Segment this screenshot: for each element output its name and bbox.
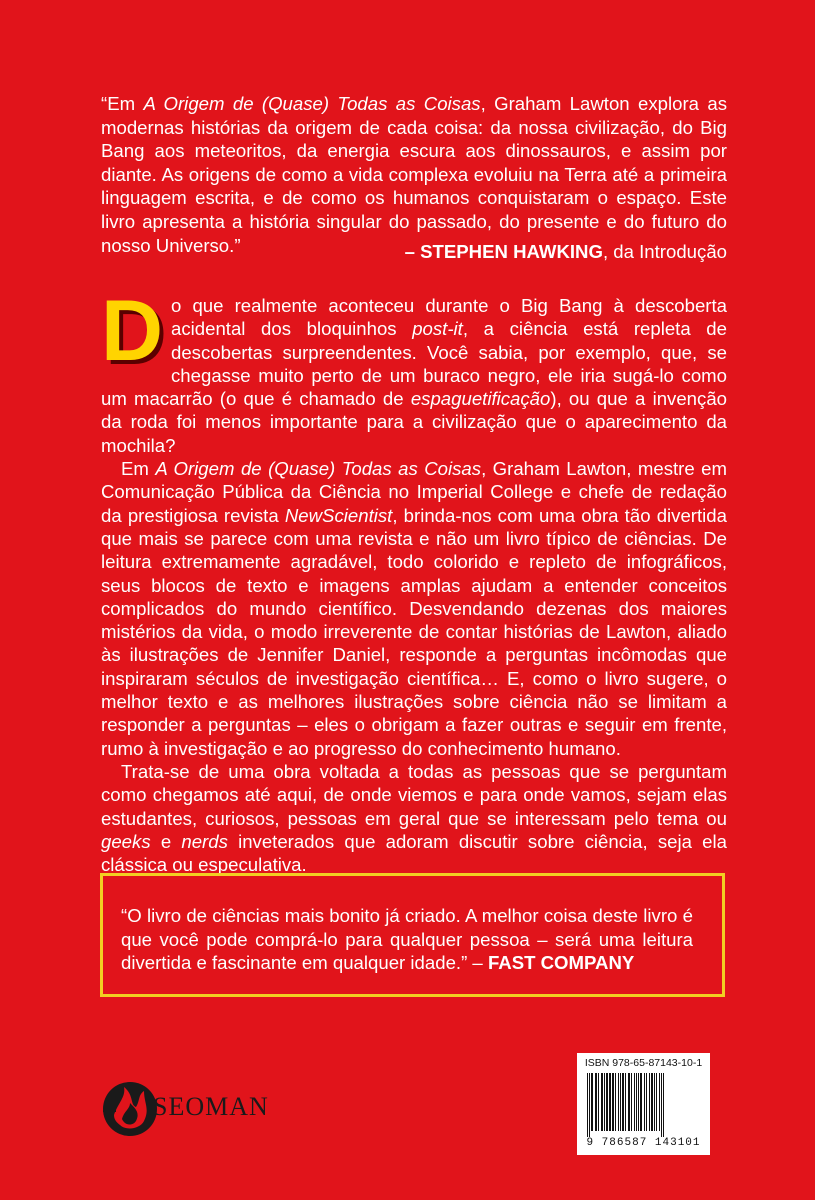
quote-book-title: A Origem de (Quase) Todas as Coisas (143, 93, 481, 114)
isbn-barcode (577, 1053, 710, 1155)
attribution-dash: – (404, 241, 421, 262)
barcode-bar (649, 1073, 650, 1131)
barcode-bar (612, 1073, 614, 1131)
publisher-name: SEOMAN (153, 1092, 269, 1121)
barcode-bar (651, 1073, 653, 1131)
synopsis-paragraph-2 (101, 457, 727, 760)
barcode-bar (622, 1073, 624, 1131)
barcode-bar (644, 1073, 645, 1131)
p3-italic-a: geeks (101, 830, 151, 852)
p3-italic-b: nerds (181, 830, 228, 852)
p3-text-b: e (150, 830, 182, 852)
p1-text-b: , a ciência está repleta de descobertas surpreendentes. Você sabia, por exemplo, que, se chegasse muito perto de um buraco negro, ele iria sugá-lo como um macarrão (o que é chamado de (101, 318, 727, 410)
barcode-bar (638, 1073, 639, 1131)
p1-italic-a: post-it (412, 318, 463, 340)
barcode-bar (604, 1073, 605, 1131)
barcode-bar (620, 1073, 621, 1131)
barcode-bar (659, 1073, 660, 1131)
barcode-bars (585, 1073, 702, 1137)
quote-text: , Graham Lawton explora as modernas histórias da origem de cada coisa: da nossa civilização, do Big Bang aos meteoritos, da energia escura aos dinossauros, e assim por diante. As origens de como a vida complexa evoluiu na Terra até a primeira linguagem escrita, e de como os humanos conquistaram o espaço. Este livro apresenta a história singular do passado, do presente e do futuro do nosso Universo.” (101, 93, 727, 256)
p2-text-b: , Graham Lawton, mestre em Comunicação Pública da Ciência no Imperial College e chefe de redação da prestigiosa revista (101, 458, 727, 526)
barcode-bar (589, 1073, 590, 1137)
barcode-bar (595, 1073, 597, 1131)
barcode-bar (634, 1073, 635, 1131)
barcode-bar (654, 1073, 655, 1131)
hawking-quote (101, 92, 727, 257)
p1-italic-b: espaguetificação (410, 388, 551, 410)
p2-text-c: , brinda-nos com uma obra tão divertida que mais se parece com uma revista e não um livro típico de ciências. De leitura extremamente agradável, todo colorido e repleto de infográficos, seus blocos de texto e imagens amplas ajudam a entender conceitos complicados do mundo científico. Desvendando dezenas dos maiores mistérios da vida, o modo irreverente de contar histórias de Lawton, aliado às ilustrações de Jennifer Daniel, responde a perguntas incômodas que inspiraram séculos de investigação científica… E, como o livro sugere, o melhor texto e as melhores ilustrações sobre ciência não se limitam a responder a perguntas – eles o obrigam a fazer outras e seguir em frente, rumo à investigação e ao progresso do conhecimento humano. (101, 504, 727, 759)
hawking-attribution (101, 240, 727, 264)
review-text: “O livro de ciências mais bonito já criado. A melhor coisa deste livro é que você pode comprá-lo para qualquer pessoa – será uma leitura divertida e fascinante em qualquer idade.” – (121, 905, 693, 974)
p2-text-a: Em (121, 458, 156, 480)
barcode-bar (618, 1073, 619, 1131)
publisher-logo (100, 1075, 300, 1155)
barcode-bar (598, 1073, 599, 1131)
barcode-bar (628, 1073, 630, 1131)
attribution-name: STEPHEN HAWKING (420, 241, 603, 262)
synopsis-paragraph-1 (101, 283, 727, 457)
p2-italic-b: NewScientist (284, 504, 393, 526)
review-source: FAST COMPANY (487, 952, 635, 974)
synopsis-paragraph-3 (101, 760, 727, 876)
barcode-bar (606, 1073, 608, 1131)
p2-italic-a: A Origem de (Quase) Todas as Coisas (155, 458, 482, 480)
barcode-bar (615, 1073, 616, 1131)
isbn-label: ISBN 978-65-87143-10-1 (584, 1057, 703, 1069)
barcode-bar (631, 1073, 632, 1131)
barcode-bar (601, 1073, 603, 1131)
p3-text-a: Trata-se de uma obra voltada a todas as pessoas que se perguntam como chegamos até aqui, de onde viemos e para onde vamos, sejam elas estudantes, curiosos, pessoas em geral que se interessam pelo tema ou (101, 760, 727, 829)
dropcap-letter: D (101, 283, 164, 379)
barcode-bar (640, 1073, 642, 1131)
barcode-bar (609, 1073, 611, 1131)
barcode-bar (591, 1073, 593, 1131)
barcode-bar (661, 1073, 662, 1137)
barcode-bar (663, 1073, 664, 1137)
barcode-bar (587, 1073, 588, 1137)
p1-text-a: o que realmente aconteceu durante o Big Bang à descoberta acidental dos bloquinhos (171, 295, 727, 340)
quote-open: “Em (101, 93, 144, 114)
p1-text-c: ), ou que a invenção da roda foi menos importante para a civilização que o aparecimento da mochila? (101, 388, 727, 456)
barcode-digits: 9 786587 143101 (586, 1137, 701, 1149)
attribution-source: , da Introdução (602, 241, 727, 262)
barcode-bar (636, 1073, 637, 1131)
fast-company-quote (121, 904, 693, 975)
p3-text-c: inveterados que adoram discutir sobre ciência, seja ela clássica ou especulativa. (101, 830, 727, 876)
barcode-bar (625, 1073, 626, 1131)
barcode-bar (646, 1073, 647, 1131)
barcode-bar (656, 1073, 657, 1131)
synopsis (101, 283, 727, 876)
